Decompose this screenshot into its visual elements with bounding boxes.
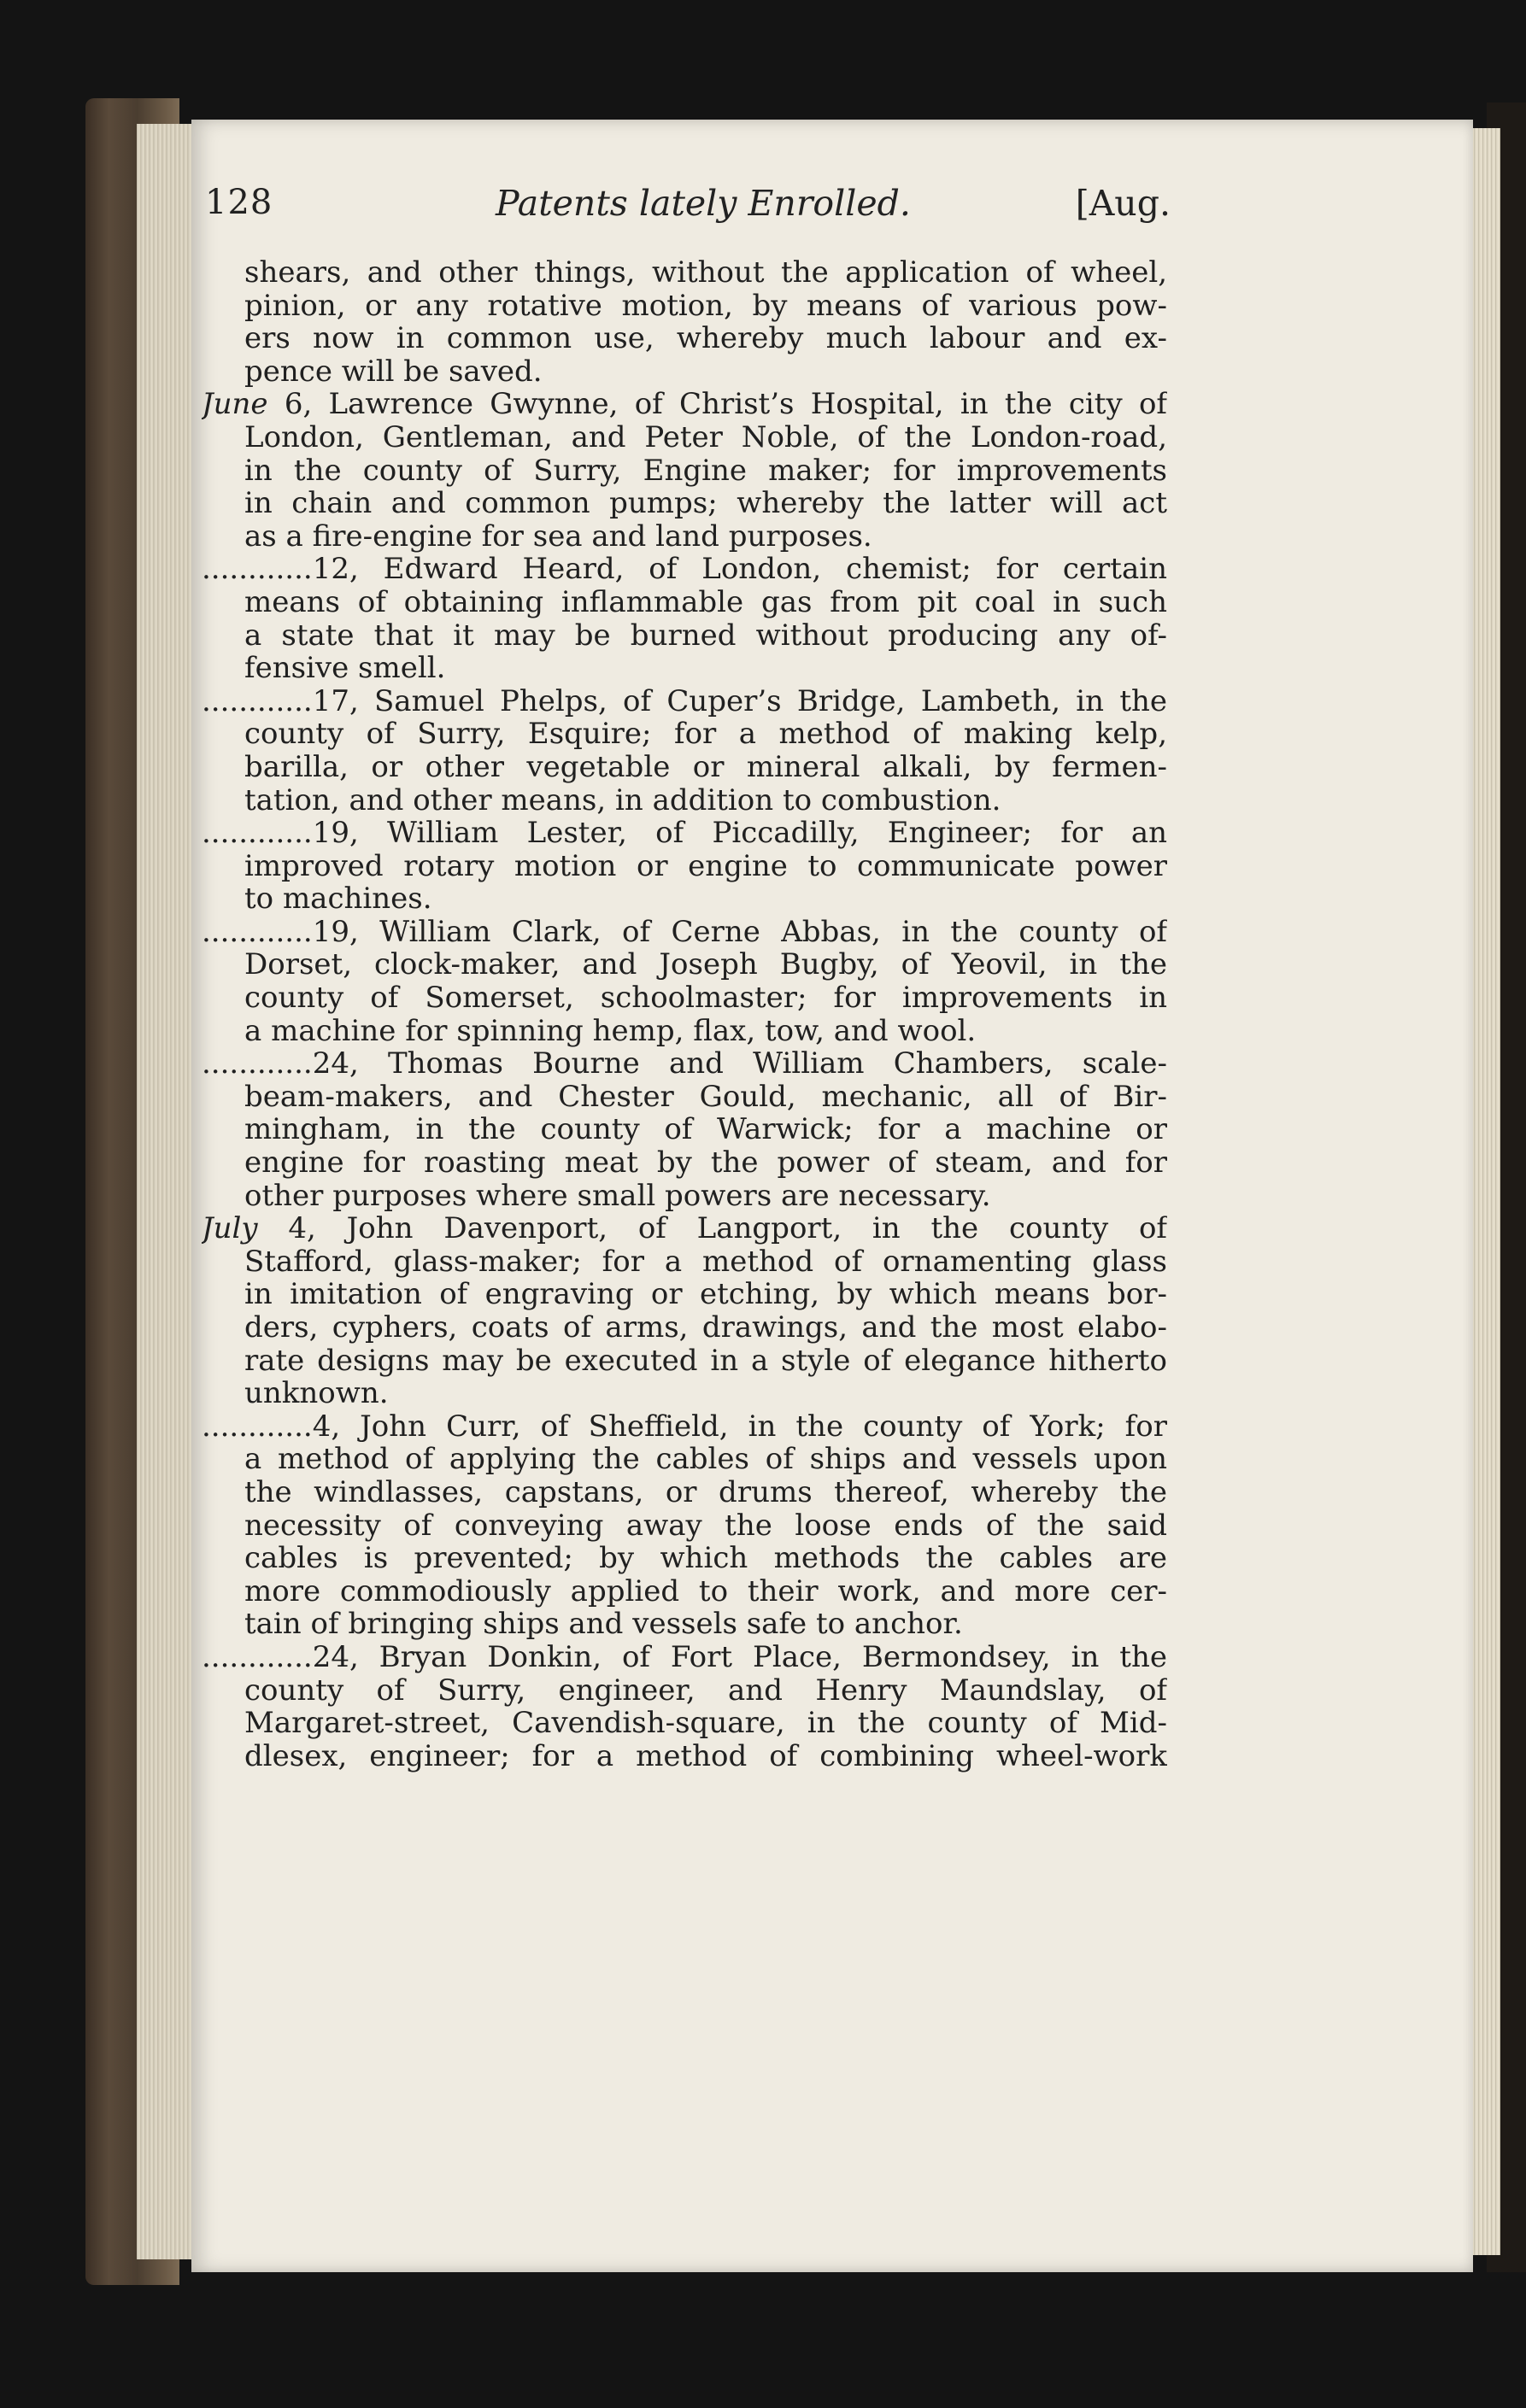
line-text: engine for roasting meat by the power of steam, and for <box>244 1146 1167 1180</box>
line-text: improved rotary motion or engine to communicate power <box>244 849 1167 883</box>
month-label: July <box>202 1212 258 1245</box>
line-text: shears, and other things, without the application of wheel, <box>244 256 1167 290</box>
line-text: the windlasses, capstans, or drums thereof, whereby the <box>244 1475 1167 1509</box>
line-text: Stafford, glass-maker; for a method of ornamenting glass <box>244 1245 1167 1279</box>
line-text: barilla, or other vegetable or mineral alkali, by fermen- <box>244 750 1167 784</box>
text-line <box>202 1311 1167 1345</box>
text-line <box>202 1377 1167 1410</box>
text-line <box>202 322 1167 355</box>
line-text: London, Gentleman, and Peter Noble, of the London-road, <box>244 420 1167 454</box>
line-text: necessity of conveying away the loose ends of the said <box>244 1509 1167 1543</box>
text-line <box>202 388 1167 421</box>
line-text: as a fire-engine for sea and land purposes. <box>244 519 872 554</box>
text-line <box>202 421 1167 454</box>
text-line <box>202 1509 1167 1543</box>
text-line <box>202 916 1167 949</box>
text-line <box>202 981 1167 1015</box>
text-line <box>202 1245 1167 1279</box>
month-label: June <box>202 388 268 421</box>
text-line <box>202 1047 1167 1081</box>
text-line <box>202 1707 1167 1740</box>
line-text: ............24, Thomas Bourne and William Chambers, scale- <box>202 1047 1167 1081</box>
text-line <box>202 520 1167 554</box>
text-line <box>202 619 1167 653</box>
line-text: fensive smell. <box>244 652 446 685</box>
text-line <box>202 652 1167 685</box>
body-text <box>202 256 1167 1772</box>
line-text: county of Surry, engineer, and Henry Maundslay, of <box>244 1673 1167 1708</box>
line-text: 4, John Davenport, of Langport, in the county of <box>257 1212 1167 1245</box>
text-line <box>202 948 1167 981</box>
text-line <box>202 290 1167 323</box>
text-line <box>202 586 1167 619</box>
text-line <box>202 718 1167 751</box>
line-text: beam-makers, and Chester Gould, mechanic, all of Bir- <box>244 1080 1167 1114</box>
line-text: county of Somerset, schoolmaster; for improvements in <box>244 981 1167 1015</box>
text-line <box>202 784 1167 817</box>
text-line <box>202 685 1167 718</box>
text-line <box>202 850 1167 883</box>
text-line <box>202 355 1167 389</box>
line-text: tation, and other means, in addition to combustion. <box>244 783 1001 817</box>
line-text: ers now in common use, whereby much labour and ex- <box>244 322 1167 355</box>
running-title: Patents lately Enrolled. <box>496 183 911 224</box>
page-stack-left <box>137 124 197 2259</box>
line-text: in imitation of engraving or etching, by which means bor- <box>244 1278 1167 1311</box>
text-line <box>202 817 1167 850</box>
text-line <box>202 1674 1167 1708</box>
text-line <box>202 882 1167 916</box>
line-text: a method of applying the cables of ships and vessels upon <box>244 1443 1167 1476</box>
line-text: county of Surry, Esquire; for a method of making kelp, <box>244 718 1167 751</box>
line-text: ders, cyphers, coats of arms, drawings, and the most elabo- <box>244 1311 1167 1345</box>
text-line <box>202 751 1167 784</box>
text-line <box>202 1542 1167 1575</box>
line-text: cables is prevented; by which methods the cables are <box>244 1542 1167 1575</box>
text-line <box>202 1575 1167 1608</box>
line-text: dlesex, engineer; for a method of combining wheel-work <box>244 1739 1167 1773</box>
line-text: a state that it may be burned without producing any of- <box>244 618 1167 653</box>
text-line <box>202 256 1167 290</box>
line-text: rate designs may be executed in a style of elegance hitherto <box>244 1344 1167 1378</box>
line-text: ............19, William Lester, of Piccadilly, Engineer; for an <box>202 817 1167 850</box>
text-line <box>202 1015 1167 1048</box>
text-line <box>202 1641 1167 1674</box>
text-line <box>202 1113 1167 1146</box>
line-text: mingham, in the county of Warwick; for a machine or <box>244 1113 1167 1147</box>
text-line <box>202 1278 1167 1311</box>
text-line <box>202 1476 1167 1509</box>
line-text: unknown. <box>244 1377 389 1410</box>
line-text: in chain and common pumps; whereby the latter will act <box>244 487 1167 520</box>
line-text: 6, Lawrence Gwynne, of Christ’s Hospital, in the city of <box>267 388 1167 421</box>
text-line <box>202 1345 1167 1378</box>
line-text: ............24, Bryan Donkin, of Fort Place, Bermondsey, in the <box>202 1640 1167 1674</box>
text-line <box>202 1608 1167 1641</box>
text-line <box>202 1081 1167 1114</box>
line-text: Margaret-street, Cavendish-square, in the county of Mid- <box>244 1707 1167 1740</box>
line-text: a machine for spinning hemp, flax, tow, and wool. <box>244 1014 977 1048</box>
line-text: tain of bringing ships and vessels safe to anchor. <box>244 1608 963 1641</box>
line-text: to machines. <box>244 882 432 916</box>
line-text: ............17, Samuel Phelps, of Cuper’s Bridge, Lambeth, in the <box>202 684 1167 718</box>
text-line <box>202 1180 1167 1213</box>
text-line <box>202 553 1167 586</box>
line-text: ............12, Edward Heard, of London, chemist; for certain <box>202 553 1167 586</box>
line-text: ............19, William Clark, of Cerne Abbas, in the county of <box>202 915 1167 949</box>
text-line <box>202 1146 1167 1180</box>
text-line <box>202 1212 1167 1245</box>
line-text: more commodiously applied to their work, and more cer- <box>244 1574 1167 1608</box>
line-text: pence will be saved. <box>244 354 543 389</box>
line-text: ............4, John Curr, of Sheffield, in the county of York; for <box>202 1409 1167 1444</box>
running-header <box>205 179 1171 239</box>
line-text: pinion, or any rotative motion, by means of various pow- <box>244 289 1167 323</box>
text-line <box>202 487 1167 520</box>
line-text: Dorset, clock-maker, and Joseph Bugby, of Yeovil, in the <box>244 948 1167 982</box>
text-line <box>202 1410 1167 1444</box>
text-line <box>202 1443 1167 1476</box>
text-line <box>202 1740 1167 1773</box>
line-text: in the county of Surry, Engine maker; for improvements <box>244 454 1167 488</box>
page-number: 128 <box>205 183 273 222</box>
text-line <box>202 454 1167 488</box>
line-text: means of obtaining inflammable gas from pit coal in such <box>244 585 1167 619</box>
line-text: other purposes where small powers are necessary. <box>244 1179 991 1213</box>
running-date: [Aug. <box>1075 183 1171 224</box>
